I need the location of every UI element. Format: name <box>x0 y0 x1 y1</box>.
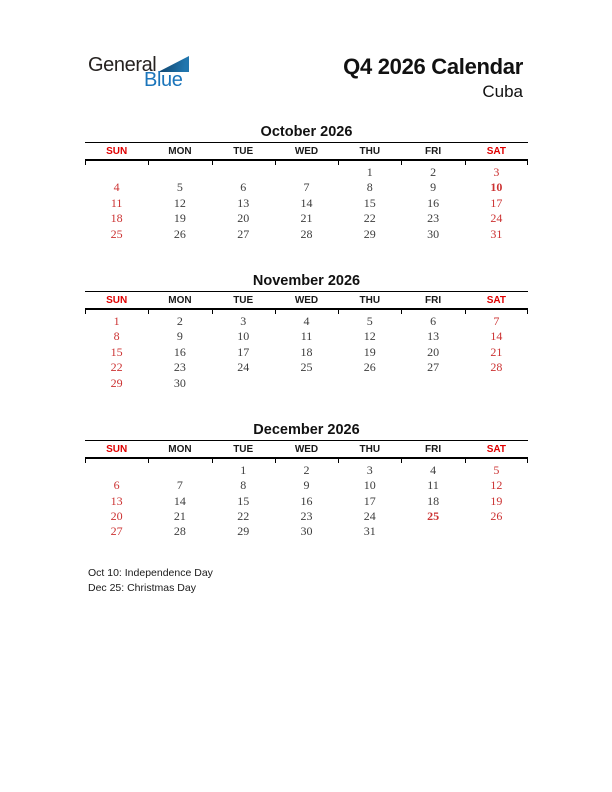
date-cell: 16 <box>300 493 313 508</box>
day-header-row <box>85 441 528 459</box>
date-cell: 19 <box>490 493 503 508</box>
date-cell: 24 <box>490 211 503 226</box>
date-cell-empty <box>465 376 528 391</box>
date-cell: 13 <box>110 493 123 508</box>
day-header: WED <box>294 146 319 157</box>
week-row <box>85 345 528 360</box>
date-cell: 29 <box>110 375 123 390</box>
date-cell: 1 <box>240 462 247 477</box>
date-cell: 15 <box>363 195 376 210</box>
page-region: Cuba <box>482 82 523 101</box>
date-cell: 23 <box>427 211 440 226</box>
date-cell: 20 <box>427 344 440 359</box>
date-cell: 31 <box>490 226 503 241</box>
date-cell: 13 <box>427 329 440 344</box>
date-cell: 18 <box>110 211 123 226</box>
week-row <box>85 463 528 478</box>
week-row <box>85 376 528 391</box>
week-row <box>85 494 528 509</box>
date-cell: 13 <box>237 195 250 210</box>
date-cell: 21 <box>490 344 503 359</box>
week-row <box>85 329 528 344</box>
day-header: WED <box>294 294 319 306</box>
date-cell: 11 <box>427 478 439 493</box>
month-title: November 2026 <box>85 273 528 292</box>
date-cell: 19 <box>173 211 186 226</box>
day-header: FRI <box>425 294 442 306</box>
date-cell: 6 <box>113 478 120 493</box>
week-row <box>85 211 528 226</box>
date-cell: 18 <box>427 493 440 508</box>
week-row <box>85 196 528 211</box>
day-header: TUE <box>233 146 254 157</box>
date-cell: 16 <box>427 195 440 210</box>
date-cell: 22 <box>110 360 123 375</box>
calendar-months <box>85 124 528 571</box>
date-cell: 4 <box>303 313 310 328</box>
logo-text-blue: Blue <box>144 69 183 91</box>
date-cell: 22 <box>237 509 250 524</box>
date-cell: 8 <box>366 180 373 195</box>
date-cell: 29 <box>237 524 250 539</box>
date-cell: 9 <box>430 180 437 195</box>
week-row <box>85 509 528 524</box>
week-row <box>85 165 528 180</box>
date-cell: 11 <box>300 329 313 344</box>
date-cell-empty <box>275 376 338 391</box>
day-header: FRI <box>425 146 442 157</box>
date-cell: 4 <box>430 462 437 477</box>
date-cell: 12 <box>173 195 186 210</box>
date-cell-empty <box>465 524 528 539</box>
date-cell: 30 <box>300 524 313 539</box>
date-cell: 5 <box>176 180 183 195</box>
date-cell-empty <box>401 524 464 539</box>
holiday-footnotes <box>88 566 213 596</box>
day-header: MON <box>168 443 192 455</box>
date-cell: 19 <box>363 344 376 359</box>
date-cell: 5 <box>493 462 500 477</box>
week-row <box>85 524 528 539</box>
date-cell-empty <box>85 463 148 478</box>
general-blue-logo <box>88 54 208 96</box>
day-header: SAT <box>486 294 506 306</box>
date-cell: 30 <box>173 375 186 390</box>
date-cell: 27 <box>110 524 123 539</box>
date-cell: 29 <box>363 226 376 241</box>
week-row <box>85 227 528 242</box>
date-cell: 24 <box>237 360 250 375</box>
day-header: TUE <box>233 294 254 306</box>
day-header: THU <box>359 294 381 306</box>
date-cell: 1 <box>113 313 120 328</box>
date-cell-empty <box>85 165 148 180</box>
date-cell: 2 <box>430 165 437 179</box>
day-header: SAT <box>486 443 506 455</box>
date-cell: 25 <box>110 226 123 241</box>
date-cell-empty <box>212 376 275 391</box>
date-cell: 6 <box>240 180 247 195</box>
date-cell: 23 <box>173 360 186 375</box>
week-row <box>85 478 528 493</box>
date-cell: 30 <box>427 226 440 241</box>
date-cell: 26 <box>173 226 186 241</box>
day-header: FRI <box>425 443 442 455</box>
day-header: SUN <box>106 294 128 306</box>
date-cell: 7 <box>303 180 310 195</box>
day-header: THU <box>359 443 381 455</box>
day-header-row <box>85 292 528 310</box>
date-cell-empty <box>338 376 401 391</box>
day-header: MON <box>168 294 192 306</box>
holiday-note: Dec 25: Christmas Day <box>88 582 196 594</box>
date-cell: 3 <box>366 462 373 477</box>
week-row <box>85 314 528 329</box>
date-cell: 27 <box>427 360 440 375</box>
date-cell: 5 <box>366 313 373 328</box>
date-cell: 15 <box>110 344 123 359</box>
date-cell: 20 <box>110 509 123 524</box>
month-table <box>85 124 528 242</box>
day-header: SUN <box>106 146 128 157</box>
date-cell: 21 <box>173 509 186 524</box>
date-cell: 7 <box>493 313 500 328</box>
logo-text-general: General <box>88 54 157 76</box>
date-cell: 3 <box>493 165 500 179</box>
day-header: SUN <box>106 443 128 455</box>
date-cell: 17 <box>363 493 376 508</box>
date-cell: 16 <box>173 344 186 359</box>
date-cell-empty <box>148 463 211 478</box>
date-cell: 31 <box>363 524 376 539</box>
day-header: THU <box>359 146 381 157</box>
month-table <box>85 273 528 391</box>
date-cell: 17 <box>237 344 250 359</box>
date-cell: 9 <box>303 478 310 493</box>
day-header: MON <box>168 146 192 157</box>
date-cell: 4 <box>113 180 120 195</box>
date-cell: 3 <box>240 313 247 328</box>
date-cell: 20 <box>237 211 250 226</box>
holiday-note: Oct 10: Independence Day <box>88 567 213 579</box>
date-cell: 25 <box>427 509 440 524</box>
date-cell: 28 <box>300 226 313 241</box>
date-cell: 27 <box>237 226 250 241</box>
date-cell: 21 <box>300 211 313 226</box>
date-cell: 11 <box>110 195 123 210</box>
date-cell: 2 <box>176 313 183 328</box>
date-cell: 25 <box>300 360 313 375</box>
day-header: WED <box>294 443 319 455</box>
page-title: Q4 2026 Calendar <box>343 54 523 79</box>
date-cell-empty <box>212 165 275 180</box>
date-cell: 2 <box>303 462 310 477</box>
date-cell: 15 <box>237 493 250 508</box>
date-cell: 8 <box>240 478 247 493</box>
date-cell: 12 <box>363 329 376 344</box>
week-row <box>85 360 528 375</box>
date-cell: 10 <box>363 478 376 493</box>
date-cell: 1 <box>366 165 373 179</box>
month-title: October 2026 <box>85 124 528 143</box>
month-table <box>85 422 528 540</box>
title-block <box>343 54 523 102</box>
date-cell-empty <box>401 376 464 391</box>
date-cell: 8 <box>113 329 120 344</box>
date-cell: 26 <box>363 360 376 375</box>
day-header: SAT <box>486 146 506 157</box>
month-title: December 2026 <box>85 422 528 441</box>
day-header: TUE <box>233 443 254 455</box>
date-cell: 12 <box>490 478 503 493</box>
date-cell: 14 <box>173 493 186 508</box>
date-cell-empty <box>148 165 211 180</box>
date-cell: 28 <box>173 524 186 539</box>
date-cell: 14 <box>300 195 313 210</box>
date-cell: 24 <box>363 509 376 524</box>
date-cell: 14 <box>490 329 503 344</box>
date-cell: 9 <box>176 329 183 344</box>
date-cell: 26 <box>490 509 503 524</box>
date-cell: 28 <box>490 360 503 375</box>
date-cell: 17 <box>490 195 503 210</box>
date-cell: 10 <box>490 180 503 195</box>
date-cell: 6 <box>430 313 437 328</box>
date-cell-empty <box>275 165 338 180</box>
date-cell: 22 <box>363 211 376 226</box>
day-header-row <box>85 143 528 161</box>
date-cell: 18 <box>300 344 313 359</box>
date-cell: 10 <box>237 329 250 344</box>
week-row <box>85 180 528 195</box>
date-cell: 7 <box>176 478 183 493</box>
date-cell: 23 <box>300 509 313 524</box>
